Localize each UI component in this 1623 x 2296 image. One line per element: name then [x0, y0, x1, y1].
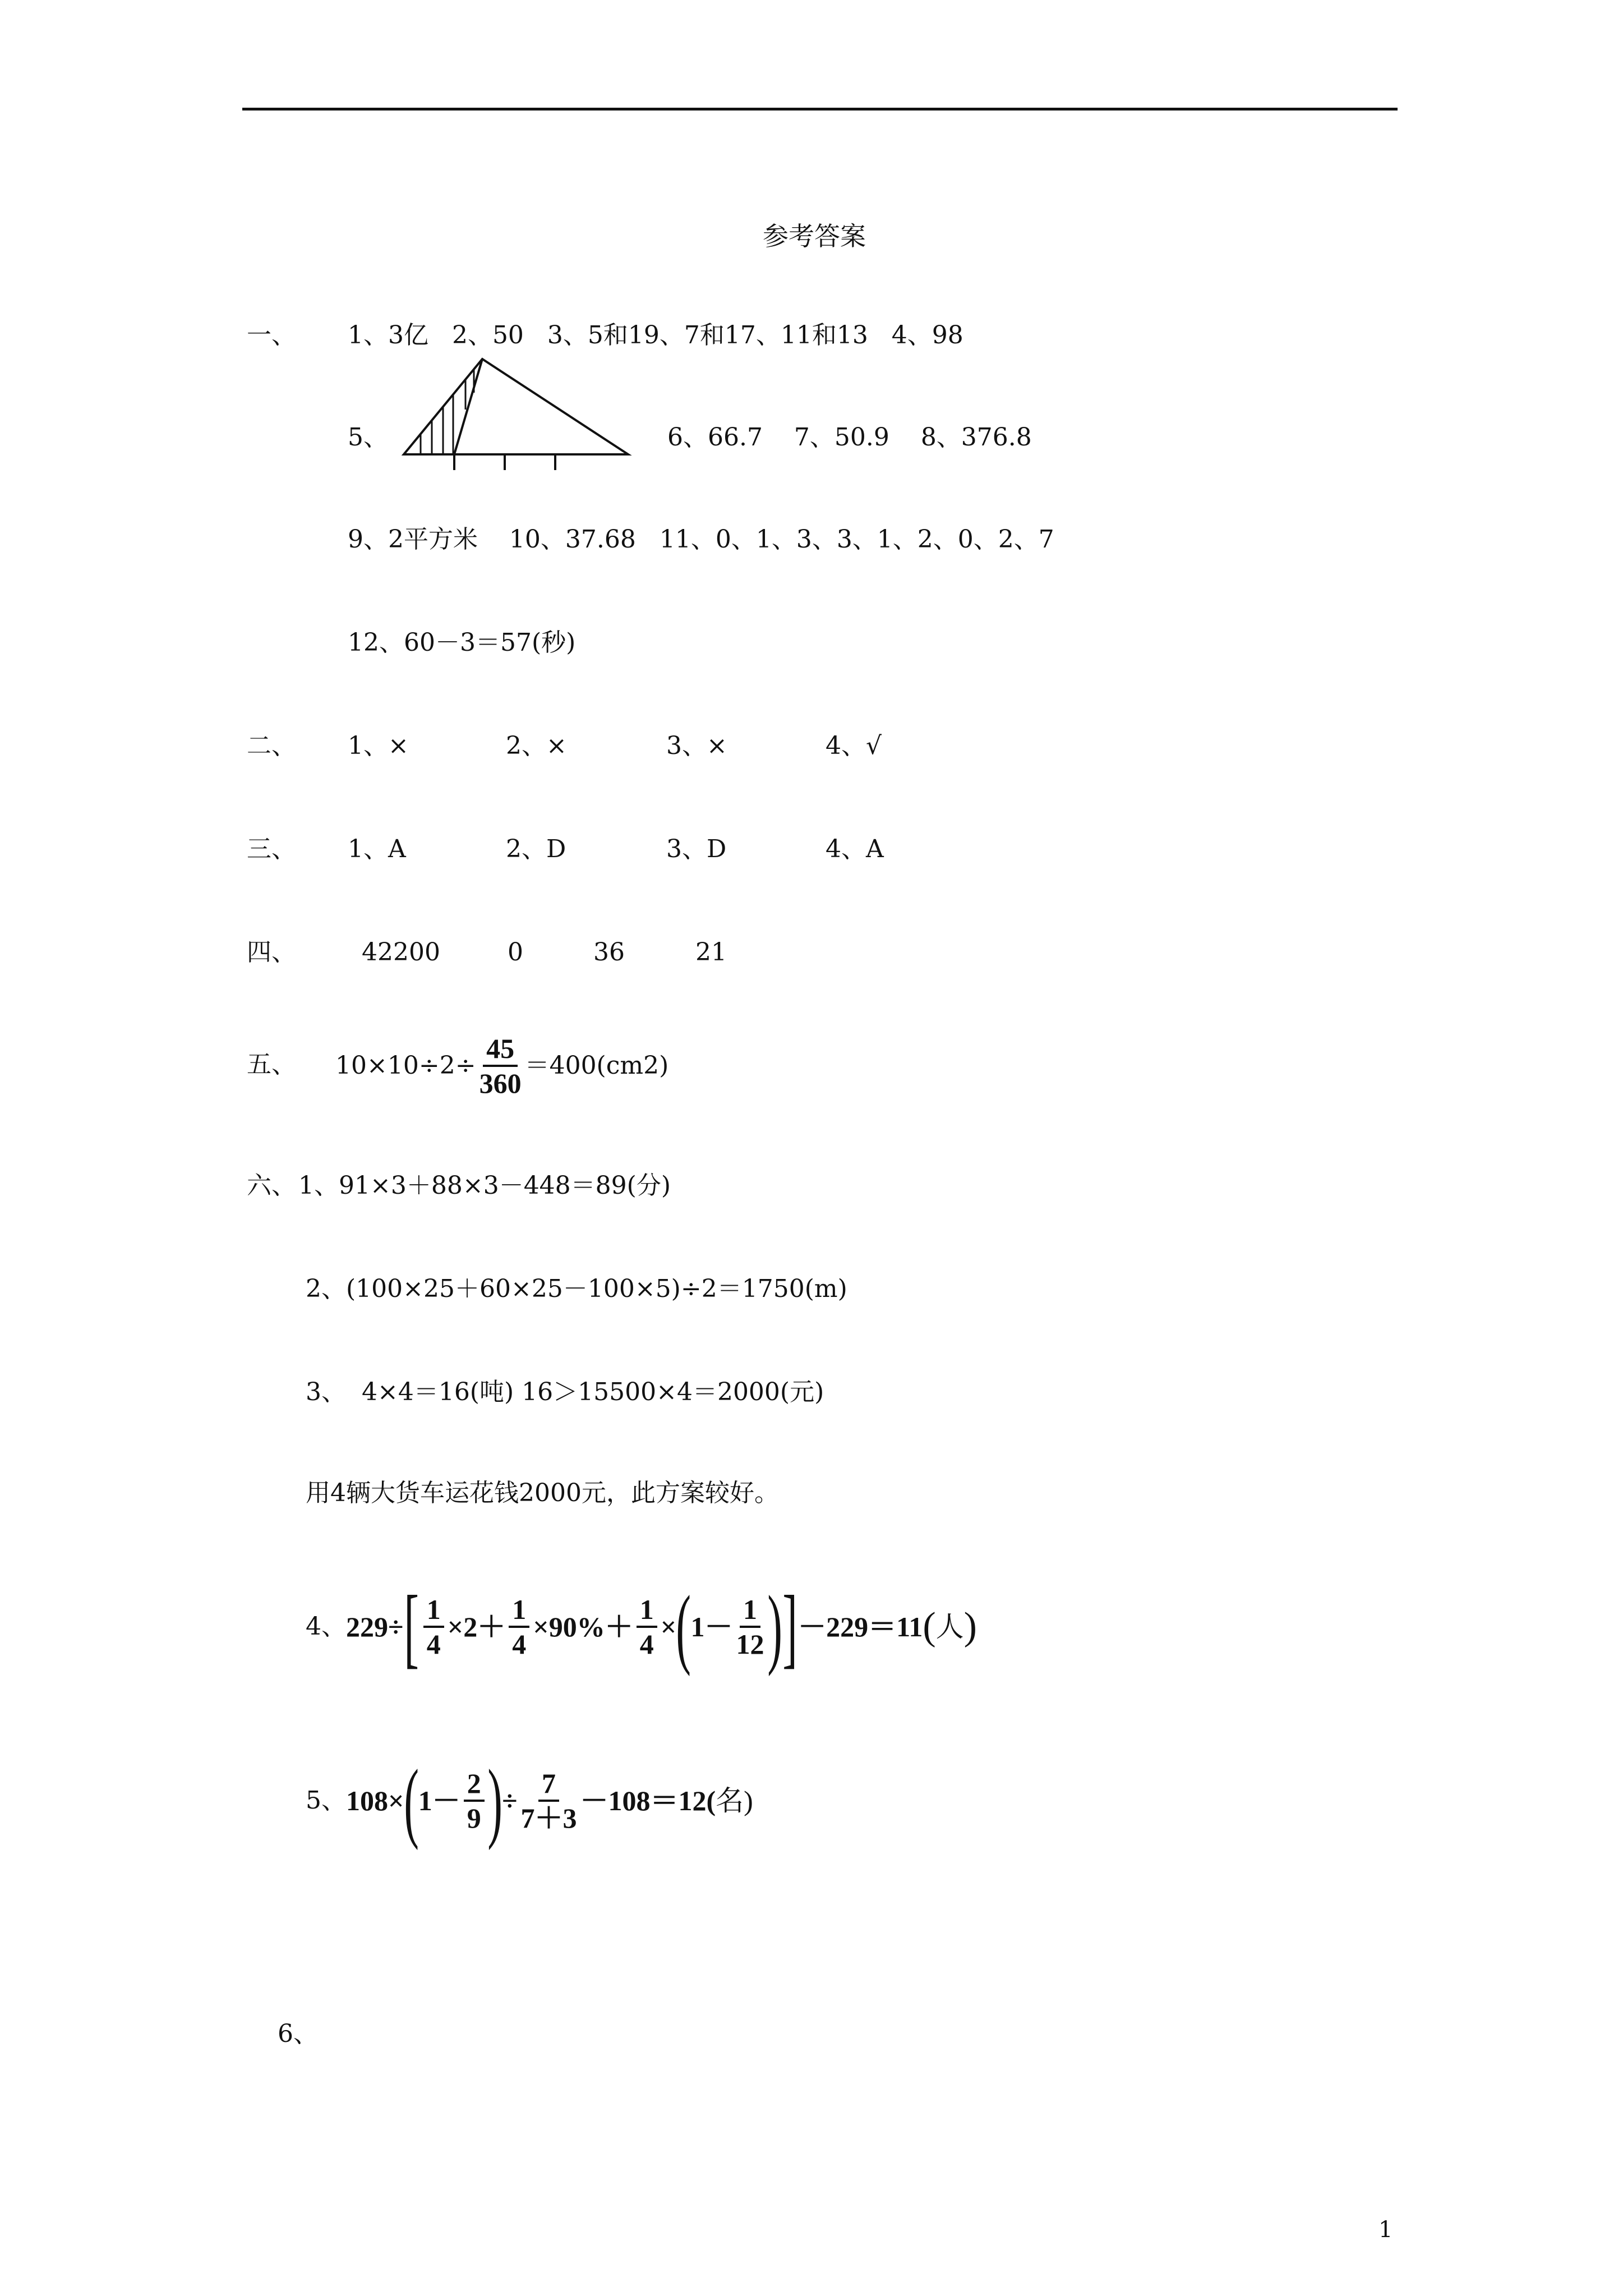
- expr-part: ×: [660, 1611, 677, 1642]
- fraction: [464, 1769, 485, 1832]
- expr-part: ÷: [502, 1785, 518, 1816]
- fraction-numerator: 1: [740, 1595, 760, 1628]
- left-paren-icon: (: [676, 1577, 691, 1677]
- section-2-item: 3、×: [666, 731, 727, 760]
- unit-text: 名: [716, 1785, 744, 1816]
- fraction: [637, 1595, 657, 1658]
- section-5-equation: [335, 1021, 668, 1111]
- expr-part: ×90%＋: [533, 1611, 633, 1642]
- expr-part: ×2＋: [447, 1611, 506, 1642]
- section-3-label: 三、: [247, 835, 296, 863]
- fraction-numerator: 1: [637, 1595, 657, 1628]
- triangle-figure: [393, 353, 639, 477]
- fraction-numerator: 1: [509, 1595, 529, 1628]
- section-6-line-3b: 用4辆大货车运花钱2000元，此方案较好。: [306, 1479, 779, 1507]
- section-6-line-6: 6、: [278, 2019, 318, 2048]
- fraction: [479, 1034, 522, 1097]
- section-1-line-2-prefix: 5、: [348, 423, 388, 452]
- section-1-label: 一、: [247, 321, 296, 349]
- expr-part: ): [744, 1785, 753, 1816]
- left-bracket-icon: [: [404, 1577, 419, 1677]
- right-paren-icon: ): [963, 1605, 977, 1648]
- section-6-line-2: 2、(100×25＋60×25－100×5)÷2＝1750(m): [306, 1274, 847, 1303]
- section-2-label: 二、: [247, 731, 296, 760]
- section-1-line-1: 1、3亿 2、50 3、5和19、7和17、11和13 4、98: [348, 321, 963, 349]
- left-paren-icon: (: [923, 1605, 936, 1648]
- fraction-numerator: 2: [464, 1769, 485, 1802]
- fraction-numerator: 7: [538, 1769, 559, 1802]
- fraction-denominator: 9: [467, 1802, 481, 1834]
- page-number: 1: [1378, 2217, 1393, 2243]
- fraction-denominator: 4: [512, 1628, 527, 1660]
- section-6-line-5: [306, 1750, 753, 1851]
- section-2-item: 1、×: [348, 731, 409, 760]
- expr-part: 1－: [690, 1611, 733, 1642]
- expr-part: －229＝11: [798, 1611, 923, 1642]
- fraction: [509, 1595, 529, 1658]
- right-paren-icon: ): [487, 1751, 502, 1851]
- section-5-label: 五、: [247, 1050, 296, 1079]
- expr-part: 1－: [418, 1785, 460, 1816]
- expr-part: 229÷: [346, 1611, 404, 1642]
- right-bracket-icon: ]: [782, 1577, 797, 1677]
- fraction-numerator: 1: [423, 1595, 444, 1628]
- section-3-item: 3、D: [666, 835, 727, 863]
- section-3-item: 4、A: [826, 835, 884, 863]
- section-4-label: 四、: [247, 938, 296, 967]
- section-4-item: 0: [508, 938, 523, 967]
- right-paren-icon: ): [767, 1577, 782, 1677]
- expr-part: 108×: [346, 1785, 404, 1816]
- fraction: [736, 1595, 764, 1658]
- expr-part: －108＝12(: [580, 1785, 716, 1816]
- fraction-denominator: 4: [426, 1628, 441, 1660]
- header-rule: [242, 108, 1398, 111]
- section-1-line-3: 9、2平方米 10、37.68 11、0、1、3、3、1、2、0、2、7: [348, 525, 1054, 554]
- unit-text: 人: [935, 1611, 964, 1642]
- item-number: 5、: [306, 1786, 346, 1815]
- fraction-denominator: 360: [479, 1068, 522, 1099]
- section-2-item: 2、×: [506, 731, 567, 760]
- section-6-label: 六、: [247, 1171, 296, 1200]
- section-6-line-4: [306, 1571, 977, 1683]
- section-4-item: 21: [695, 938, 727, 967]
- section-4-item: 42200: [362, 938, 440, 967]
- left-paren-icon: (: [403, 1751, 419, 1851]
- section-6-line-1: 1、91×3＋88×3－448＝89(分): [298, 1171, 671, 1200]
- fraction: [521, 1769, 577, 1832]
- fraction-denominator: 4: [639, 1628, 654, 1660]
- item-number: 4、: [306, 1612, 346, 1641]
- section-6-line-3: 3、 4×4＝16(吨) 16＞15500×4＝2000(元): [306, 1378, 824, 1406]
- section-2-item: 4、√: [826, 731, 882, 760]
- section-3-item: 2、D: [506, 835, 566, 863]
- section-3-item: 1、A: [348, 835, 406, 863]
- equation-text: ＝400(cm2): [524, 1051, 669, 1080]
- page-title: 参考答案: [763, 221, 866, 251]
- fraction-denominator: 7＋3: [520, 1802, 577, 1834]
- fraction-denominator: 12: [736, 1628, 764, 1660]
- fraction: [423, 1595, 444, 1658]
- equation-text: 10×10÷2÷: [335, 1051, 476, 1080]
- section-1-line-4: 12、60－3＝57(秒): [348, 628, 576, 657]
- section-4-item: 36: [593, 938, 625, 967]
- fraction-numerator: 45: [483, 1034, 518, 1067]
- section-1-line-2-rest: 6、66.7 7、50.9 8、376.8: [667, 423, 1032, 452]
